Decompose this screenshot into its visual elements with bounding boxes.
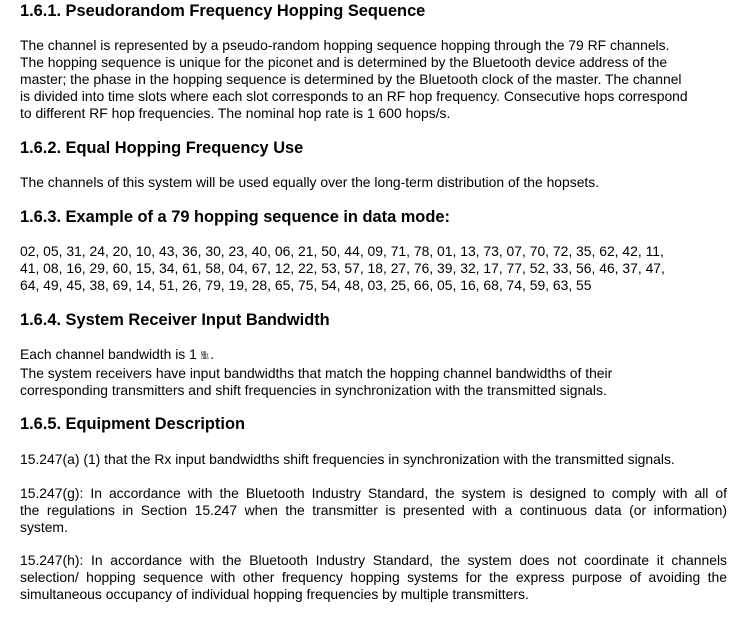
section-heading-1-6-3: 1.6.3. Example of a 79 hopping sequence in data mode:: [20, 208, 450, 226]
body-line: The system receivers have input bandwidths that match the hopping channel bandwidths of their: [20, 365, 613, 381]
body-line: 15.247(a) (1) that the Rx input bandwidths shift frequencies in synchronization with the transmitted signals.: [20, 451, 675, 467]
body-line: the regulations in Section 15.247 when the transmitter is presented with a continuous data (or information): [20, 502, 727, 518]
body-line: The channels of this system will be used equally over the long-term distribution of the hopsets.: [20, 174, 600, 190]
section-heading-1-6-2: 1.6.2. Equal Hopping Frequency Use: [20, 139, 304, 157]
body-line: simultaneous occupancy of individual hopping frequencies by multiple transmitters.: [20, 586, 529, 602]
body-line: selection/ hopping sequence with other frequency hopping systems for the express purpose of avoiding the: [20, 569, 727, 585]
section-heading-1-6-5: 1.6.5. Equipment Description: [20, 415, 245, 433]
section-heading-1-6-4: 1.6.4. System Receiver Input Bandwidth: [20, 311, 330, 329]
sequence-line: 64, 49, 45, 38, 69, 14, 51, 26, 79, 19, 28, 65, 75, 54, 48, 03, 25, 66, 05, 16, 68, 74, 59, 63, 55: [20, 277, 592, 293]
equipment-paragraph-a: [20, 451, 732, 468]
hopping-sequence-list: [20, 243, 732, 294]
body-line: corresponding transmitters and shift frequencies in synchronization with the transmitted signals.: [20, 382, 607, 398]
section-1-6-4-body: [20, 346, 732, 399]
sequence-line: 41, 08, 16, 29, 60, 15, 34, 61, 58, 04, 67, 12, 22, 53, 57, 18, 27, 76, 39, 32, 17, 77, 52, 33, 56, 46, 37, 47,: [20, 260, 665, 276]
equipment-paragraph-h: [20, 552, 727, 603]
body-line: The hopping sequence is unique for the piconet and is determined by the Bluetooth device address of the: [20, 54, 668, 70]
bandwidth-prefix: Each channel bandwidth is 1: [20, 346, 201, 362]
body-line: 15.247(g): In accordance with the Bluetooth Industry Standard, the system is designed to comply with all of: [20, 485, 727, 501]
section-1-6-1-body: [20, 37, 732, 122]
body-line: master; the phase in the hopping sequence is determined by the Bluetooth clock of the master. The channel: [20, 71, 682, 87]
sequence-line: 02, 05, 31, 24, 20, 10, 43, 36, 30, 23, 40, 06, 21, 50, 44, 09, 71, 78, 01, 13, 73, 07, 70, 72, 35, 62, 42, 11,: [20, 243, 664, 259]
body-line: system.: [20, 519, 68, 535]
section-1-6-2-body: [20, 174, 732, 191]
bandwidth-line: [20, 346, 732, 365]
body-line: is divided into time slots where each slot corresponds to an RF hop frequency. Consecutive hops correspond: [20, 88, 688, 104]
body-line: to different RF hop frequencies. The nominal hop rate is 1 600 hops/s.: [20, 105, 451, 121]
mhz-unit: ㎒: [200, 351, 208, 362]
bandwidth-suffix: .: [210, 346, 215, 362]
section-heading-1-6-1: 1.6.1. Pseudorandom Frequency Hopping Sequence: [20, 2, 426, 20]
equipment-paragraph-g: [20, 485, 727, 536]
body-line: 15.247(h): In accordance with the Bluetooth Industry Standard, the system does not coordinate it channels: [20, 552, 727, 568]
body-line: The channel is represented by a pseudo-random hopping sequence hopping through the 79 RF channels.: [20, 37, 670, 53]
